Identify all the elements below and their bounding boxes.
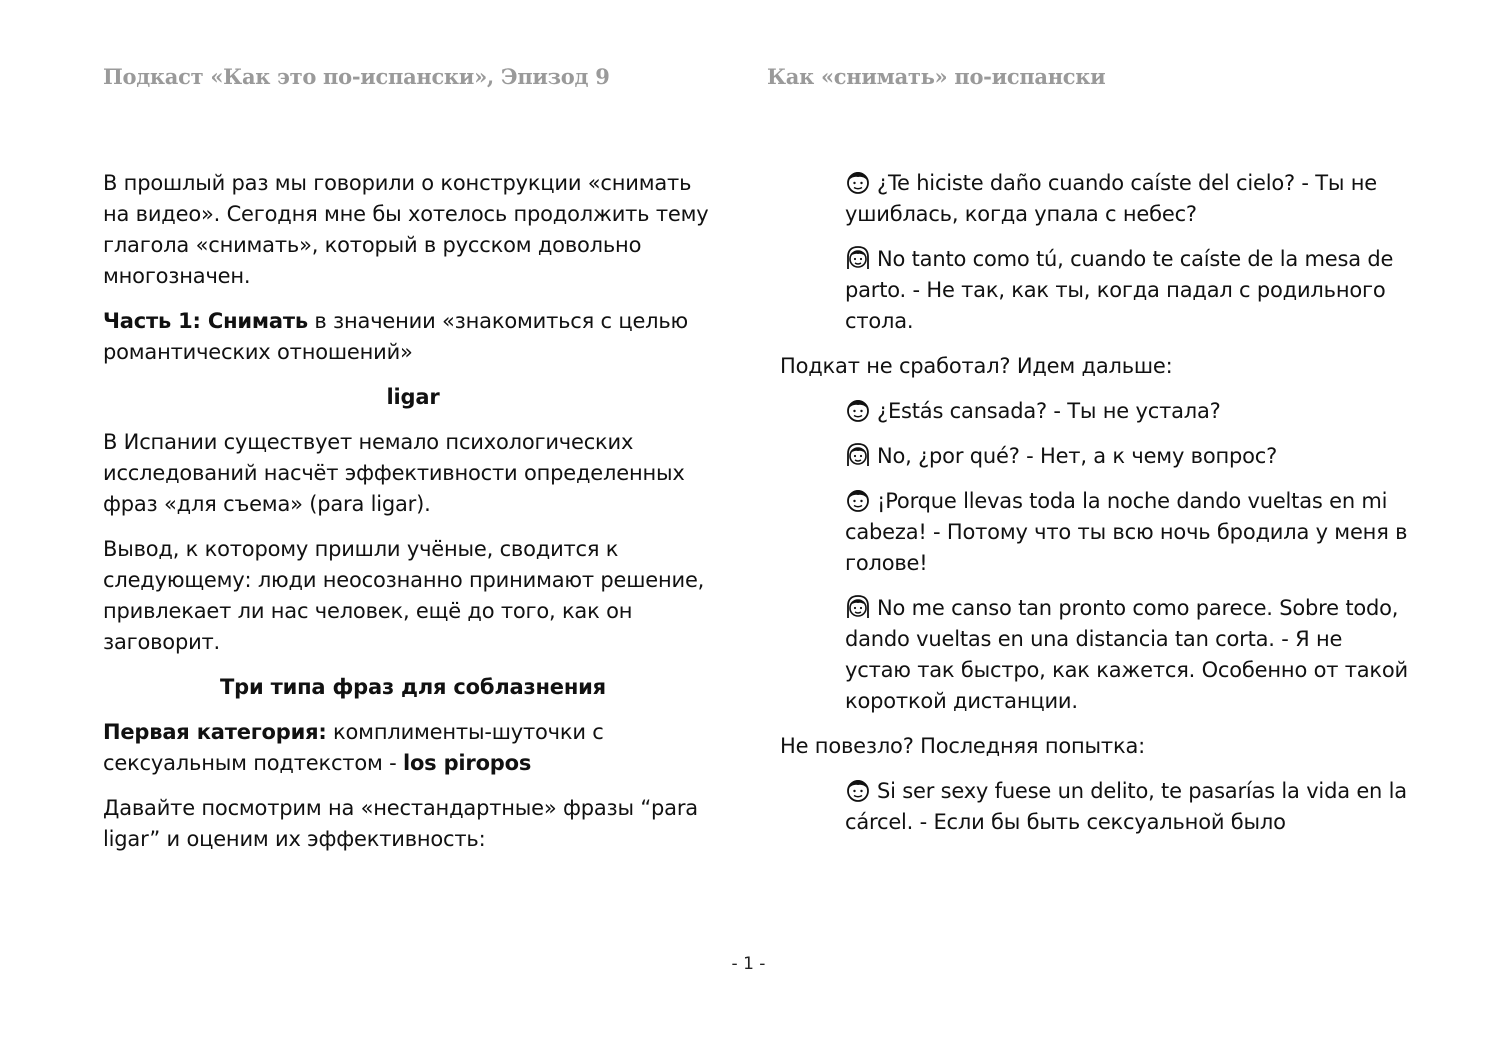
- first-category: [103, 717, 723, 779]
- dialogue-line-3: [845, 396, 1410, 427]
- category-rest: комплименты-шуточки с сексуальным подтекстом -: [103, 720, 604, 775]
- narration-1: Подкат не сработал? Идем дальше:: [780, 354, 1173, 378]
- woman-face-icon: [845, 442, 871, 468]
- dialogue-line-5: [845, 486, 1410, 579]
- right-column: [780, 168, 1410, 852]
- man-face-icon: [845, 397, 871, 423]
- dialogue-text: No tanto como tú, cuando te caíste de la mesa de parto. - Не так, как ты, когда падал с родильного стола.: [845, 247, 1394, 333]
- paragraph-lets-look: Давайте посмотрим на «нестандартные» фразы “para ligar” и оценим их эффективность:: [103, 796, 698, 851]
- category-term: los piropos: [402, 751, 532, 775]
- intro-paragraph: В прошлый раз мы говорили о конструкции «снимать на видео». Сегодня мне бы хотелось продолжить тему глагола «снимать», который в русском довольно многозначен.: [103, 171, 709, 288]
- dialogue-line-1: [845, 168, 1410, 230]
- subtitle-three-types: Три типа фраз для соблазнения: [220, 675, 606, 699]
- dialogue-line-7: [845, 776, 1410, 838]
- paragraph-research: В Испании существует немало психологических исследований насчёт эффективности определенных фраз «для съема» (para ligar).: [103, 430, 685, 516]
- dialogue-text: ¿Estás cansada? - Ты не устала?: [877, 399, 1221, 423]
- dialogue-text: No me canso tan pronto como parece. Sobre todo, dando vueltas en una distancia tan corta. - Я не устаю так быстро, как кажется. Особенно от такой короткой дистанции.: [845, 596, 1409, 713]
- paragraph-conclusion: Вывод, к которому пришли учёные, сводится к следующему: люди неосознанно принимают решение, привлекает ли нас человек, ещё до того, как он заговорит.: [103, 537, 705, 654]
- woman-face-icon: [845, 594, 871, 620]
- man-face-icon: [845, 777, 871, 803]
- narration-2: Не повезло? Последняя попытка:: [780, 734, 1145, 758]
- running-header-right: Как «снимать» по-испански: [767, 64, 1106, 89]
- man-face-icon: [845, 169, 871, 195]
- dialogue-text: ¿Te hiciste daño cuando caíste del cielo? - Ты не ушиблась, когда упала с небес?: [845, 171, 1377, 226]
- subtitle-ligar: ligar: [386, 385, 440, 409]
- part1-heading: [103, 306, 723, 368]
- man-face-icon: [845, 487, 871, 513]
- part1-rest: в значении «знакомиться с целью романтических отношений»: [103, 309, 689, 364]
- dialogue-text: ¡Porque llevas toda la noche dando vueltas en mi cabeza! - Потому что ты всю ночь бродила у меня в голове!: [845, 489, 1408, 575]
- dialogue-line-4: [845, 441, 1410, 472]
- dialogue-line-2: [845, 244, 1410, 337]
- dialogue-line-6: [845, 593, 1410, 717]
- woman-face-icon: [845, 245, 871, 271]
- page-number: - 1 -: [731, 954, 766, 974]
- running-header-left: Подкаст «Как это по-испански», Эпизод 9: [103, 64, 610, 89]
- category-bold: Первая категория:: [103, 720, 327, 744]
- part1-bold: Часть 1: Снимать: [103, 309, 308, 333]
- dialogue-text: Si ser sexy fuese un delito, te pasarías la vida en la cárcel. - Если бы быть сексуальной было: [845, 779, 1407, 834]
- dialogue-text: No, ¿por qué? - Нет, а к чему вопрос?: [877, 444, 1278, 468]
- left-column: [103, 168, 723, 869]
